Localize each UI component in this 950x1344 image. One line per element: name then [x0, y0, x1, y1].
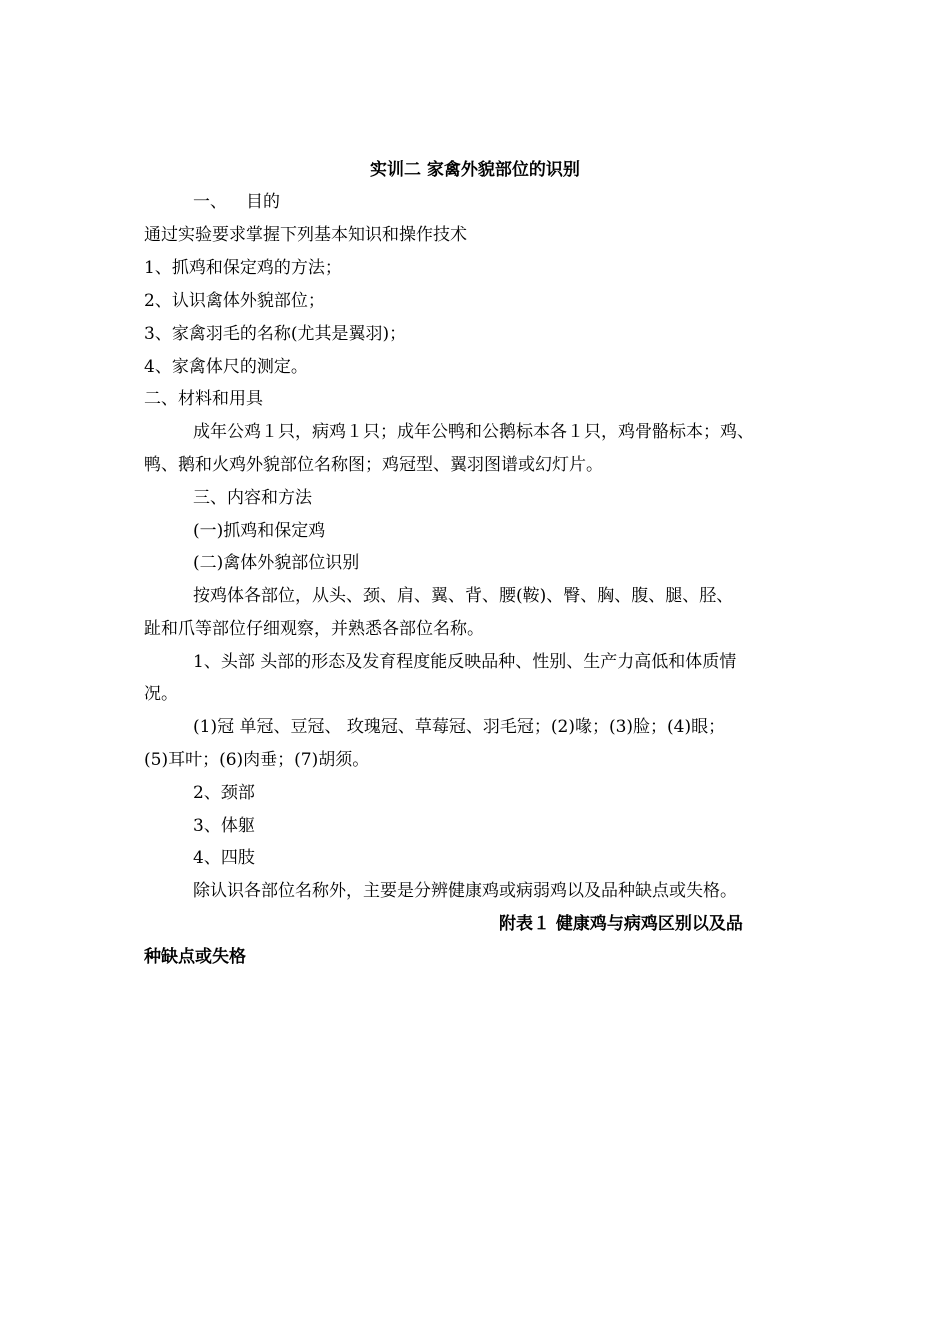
section1-number: 一、 — [193, 192, 227, 212]
appendix-title-line1: 附表１ 健康鸡与病鸡区别以及品 — [499, 914, 743, 934]
objective-item: 1、抓鸡和保定鸡的方法； — [144, 258, 342, 278]
section3-heading: 三、内容和方法 — [193, 488, 312, 508]
head-text-line2: 况。 — [144, 684, 178, 704]
materials-text-line2: 鸭、鹅和火鸡外貌部位名称图；鸡冠型、翼羽图谱或幻灯片。 — [144, 455, 603, 475]
body-parts-line1: 按鸡体各部位，从头、颈、肩、翼、背、腰(鞍)、臀、胸、腹、腿、胫、 — [193, 586, 734, 606]
limbs-heading: 4、四肢 — [193, 848, 255, 868]
intro-text: 通过实验要求掌握下列基本知识和操作技术 — [144, 225, 467, 245]
head-text-line1: 1、头部 头部的形态及发育程度能反映品种、性别、生产力高低和体质情 — [193, 652, 737, 672]
summary-text: 除认识各部位名称外，主要是分辨健康鸡或病弱鸡以及品种缺点或失格。 — [193, 881, 737, 901]
objective-item: 2、认识禽体外貌部位； — [144, 291, 325, 311]
appendix-title-line2: 种缺点或失格 — [144, 947, 246, 967]
objective-item: 4、家禽体尺的测定。 — [144, 357, 308, 377]
document-title: 实训二 家禽外貌部位的识别 — [370, 160, 580, 180]
subsection1-heading: (一)抓鸡和保定鸡 — [193, 521, 326, 541]
comb-text-line2: (5)耳叶；(6)肉垂；(7)胡须。 — [144, 750, 370, 770]
comb-text-line1: (1)冠 单冠、豆冠、 玫瑰冠、草莓冠、羽毛冠；(2)喙；(3)脸；(4)眼； — [193, 717, 726, 737]
materials-text-line1: 成年公鸡１只，病鸡１只；成年公鸭和公鹅标本各１只，鸡骨骼标本；鸡、 — [193, 422, 754, 442]
neck-heading: 2、颈部 — [193, 783, 255, 803]
body-parts-line2: 趾和爪等部位仔细观察，并熟悉各部位名称。 — [144, 619, 484, 639]
section2-heading: 二、材料和用具 — [144, 389, 263, 409]
trunk-heading: 3、体躯 — [193, 816, 255, 836]
section1-heading: 目的 — [246, 192, 280, 212]
objective-item: 3、家禽羽毛的名称(尤其是翼羽)； — [144, 324, 407, 344]
subsection2-heading: (二)禽体外貌部位识别 — [193, 553, 360, 573]
